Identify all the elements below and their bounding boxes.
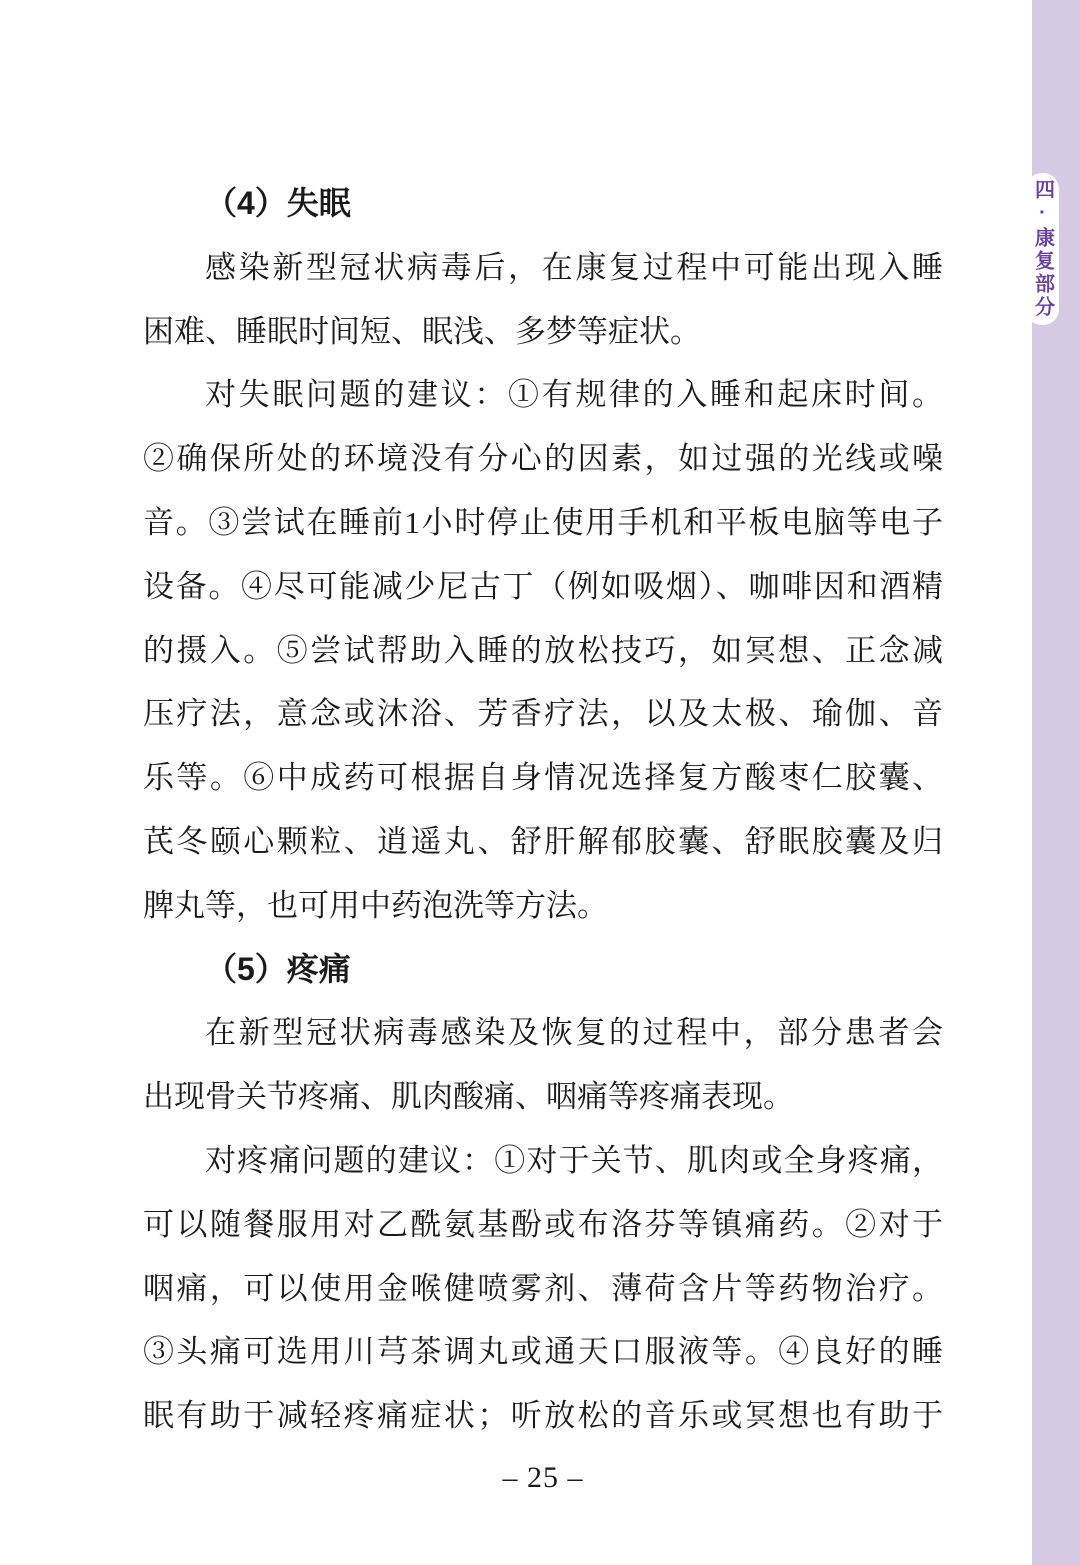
text-line: 乐等。⑥中成药可根据自身情况选择复方酸枣仁胶囊、: [143, 760, 943, 796]
text-line: 可以随餐服用对乙酰氨基酚或布洛芬等镇痛药。②对于: [143, 1206, 943, 1242]
text-line: 芪冬颐心颗粒、逍遥丸、舒肝解郁胶囊、舒眠胶囊及归: [143, 823, 943, 859]
chapter-tab: [1026, 173, 1059, 325]
text-line: 脾丸等，也可用中药泡洗等方法。: [143, 887, 608, 923]
text-line: 设备。④尽可能减少尼古丁（例如吸烟）、咖啡因和酒精: [143, 568, 943, 604]
text-line: 在新型冠状病毒感染及恢复的过程中，部分患者会: [205, 1015, 943, 1051]
text-line: 对失眠问题的建议：①有规律的入睡和起床时间。: [205, 377, 943, 413]
page-number: – 25 –: [502, 1461, 584, 1494]
section-heading: （4）失眠: [205, 185, 351, 221]
text-line: 的摄入。⑤尝试帮助入睡的放松技巧，如冥想、正念减: [143, 632, 943, 668]
text-line: 音。③尝试在睡前1小时停止使用手机和平板电脑等电子: [143, 504, 943, 540]
text-line: ②确保所处的环境没有分心的因素，如过强的光线或噪: [143, 441, 943, 477]
page-body-text: [143, 172, 943, 1448]
chapter-tab-label: 四·康复部分: [1031, 179, 1054, 319]
section-heading: （5）疼痛: [205, 950, 351, 987]
text-line: 对疼痛问题的建议：①对于关节、肌肉或全身疼痛，: [205, 1142, 943, 1178]
text-line: 压疗法，意念或沐浴、芳香疗法，以及太极、瑜伽、音: [143, 696, 943, 732]
text-line: 咽痛，可以使用金喉健喷雾剂、薄荷含片等药物治疗。: [143, 1270, 943, 1306]
text-line: ③头痛可选用川芎茶调丸或通天口服液等。④良好的睡: [143, 1334, 943, 1370]
text-line: 困难、睡眠时间短、眠浅、多梦等症状。: [143, 313, 701, 349]
text-line: 出现骨关节疼痛、肌肉酸痛、咽痛等疼痛表现。: [143, 1079, 794, 1115]
text-line: 感染新型冠状病毒后，在康复过程中可能出现入睡: [205, 249, 943, 285]
text-line: 眠有助于减轻疼痛症状；听放松的音乐或冥想也有助于: [143, 1398, 943, 1434]
